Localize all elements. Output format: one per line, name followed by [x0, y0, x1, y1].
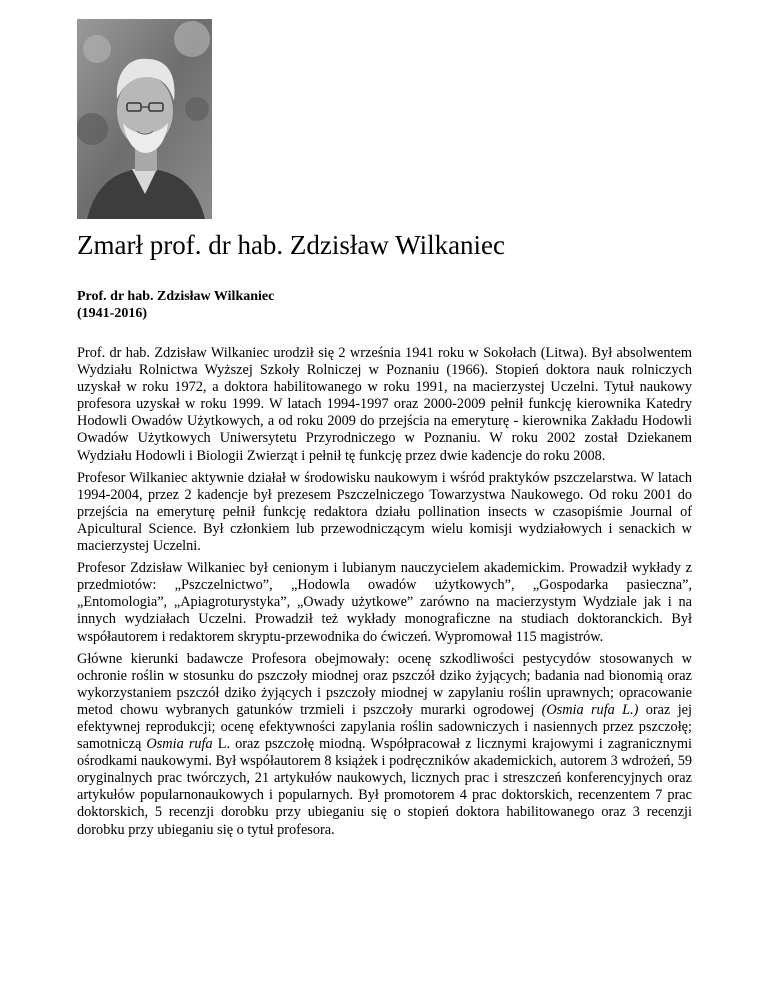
paragraph-activity: Profesor Wilkaniec aktywnie działał w środowisku naukowym i wśród praktyków pszczelarstwa. W latach 1994-2004, przez 2 kadencje był prezesem Pszczelniczego Towarzystwa Naukowego. Od roku 2001 do przejścia na emeryturę pełnił funkcję redaktora działu pollination insects w czasopiśmie Journal of Apicultural Science. Był członkiem lub przewodniczącym wielu komisji wydziałowych i senackich w macierzystej Uczelni.	[77, 469, 692, 555]
obituary-heading	[77, 288, 697, 322]
article-body	[77, 345, 692, 844]
species-name-italic-2: Osmia rufa	[146, 736, 213, 753]
subhead-years: (1941-2016)	[77, 306, 147, 321]
page-title: Zmarł prof. dr hab. Zdzisław Wilkaniec	[77, 230, 506, 260]
portrait-photo	[77, 19, 212, 219]
subhead-name: Prof. dr hab. Zdzisław Wilkaniec	[77, 289, 275, 304]
portrait-image	[77, 19, 212, 219]
research-text-part-1: Główne kierunki badawcze Profesora obejmowały: ocenę szkodliwości pestycydów stosowanych w ochronie roślin w stosunku do pszczoły miodnej oraz pszczół dziko żyjących; badania nad bionomią oraz wykorzystaniem pszczół dziko żyjących i pszczoły miodnej w zapylaniu roślin uprawnych; opracowanie metod chowu wybranych gatunków trzmieli i pszczoły murarki ogrodowej	[77, 650, 692, 718]
research-text-part-2: oraz jej efektywnej reprodukcji; ocenę efektywności zapylania roślin sadowniczych i nasiennych przez pszczołę; samotniczą	[77, 701, 692, 753]
research-text-part-3: L. oraz pszczołę miodną. Współpracował z licznymi krajowymi i zagranicznymi ośrodkami naukowymi. Był współautorem 8 książek i podręczników akademickich, autorem 3 wdrożeń, 59 oryginalnych prac twórczych, 21 artykułów naukowych, licznych prac i streszczeń konferencyjnych oraz artykułów popularnonaukowych i popularnych. Był promotorem 4 prac doktorskich, recenzentem 7 prac doktorskich, 5 recenzji dorobku przy ubieganiu się o stopień doktora habilitowanego oraz 3 recenzji dorobku przy ubieganiu się o tytuł profesora.	[77, 736, 693, 838]
paragraph-teaching: Profesor Zdzisław Wilkaniec był cenionym i lubianym nauczycielem akademickim. Prowadził wykłady z przedmiotów: „Pszczelnictwo”, „Hodowla owadów użytkowych”, „Gospodarka pasieczna”, „Entomologia”, „Apiagroturystyka”, „Owady użytkowe” zarówno na macierzystym Wydziale jak i na innych wydziałach Uczelni. Prowadził też wykłady monograficzne na studiach doktoranckich. Był współautorem i redaktorem skryptu-przewodnika do ćwiczeń. Wypromował 115 magistrów.	[77, 560, 692, 645]
species-name-italic: (Osmia rufa L.)	[541, 701, 639, 718]
paragraph-research	[77, 651, 692, 839]
paragraph-biography: Prof. dr hab. Zdzisław Wilkaniec urodził się 2 września 1941 roku w Sokołach (Litwa). Był absolwentem Wydziału Rolnictwa Wyższej Szkoły Rolniczej w Poznaniu (1966). Stopień doktora nauk rolniczych uzyskał w roku 1972, a doktora habilitowanego w roku 1991, na macierzystej Uczelni. Tytuł naukowy profesora uzyskał w roku 1999. W latach 1994-1997 oraz 2000-2009 pełnił funkcję kierownika Katedry Hodowli Owadów Użytkowych, a od roku 2009 do przejścia na emeryturę - kierownika Zakładu Hodowli Owadów Użytkowych Uniwersytetu Przyrodniczego w Poznaniu. W roku 2002 został Dziekanem Wydziału Hodowli i Biologii Zwierząt i pełnił tę funkcję przez dwie kadencje do roku 2008.	[77, 345, 692, 464]
